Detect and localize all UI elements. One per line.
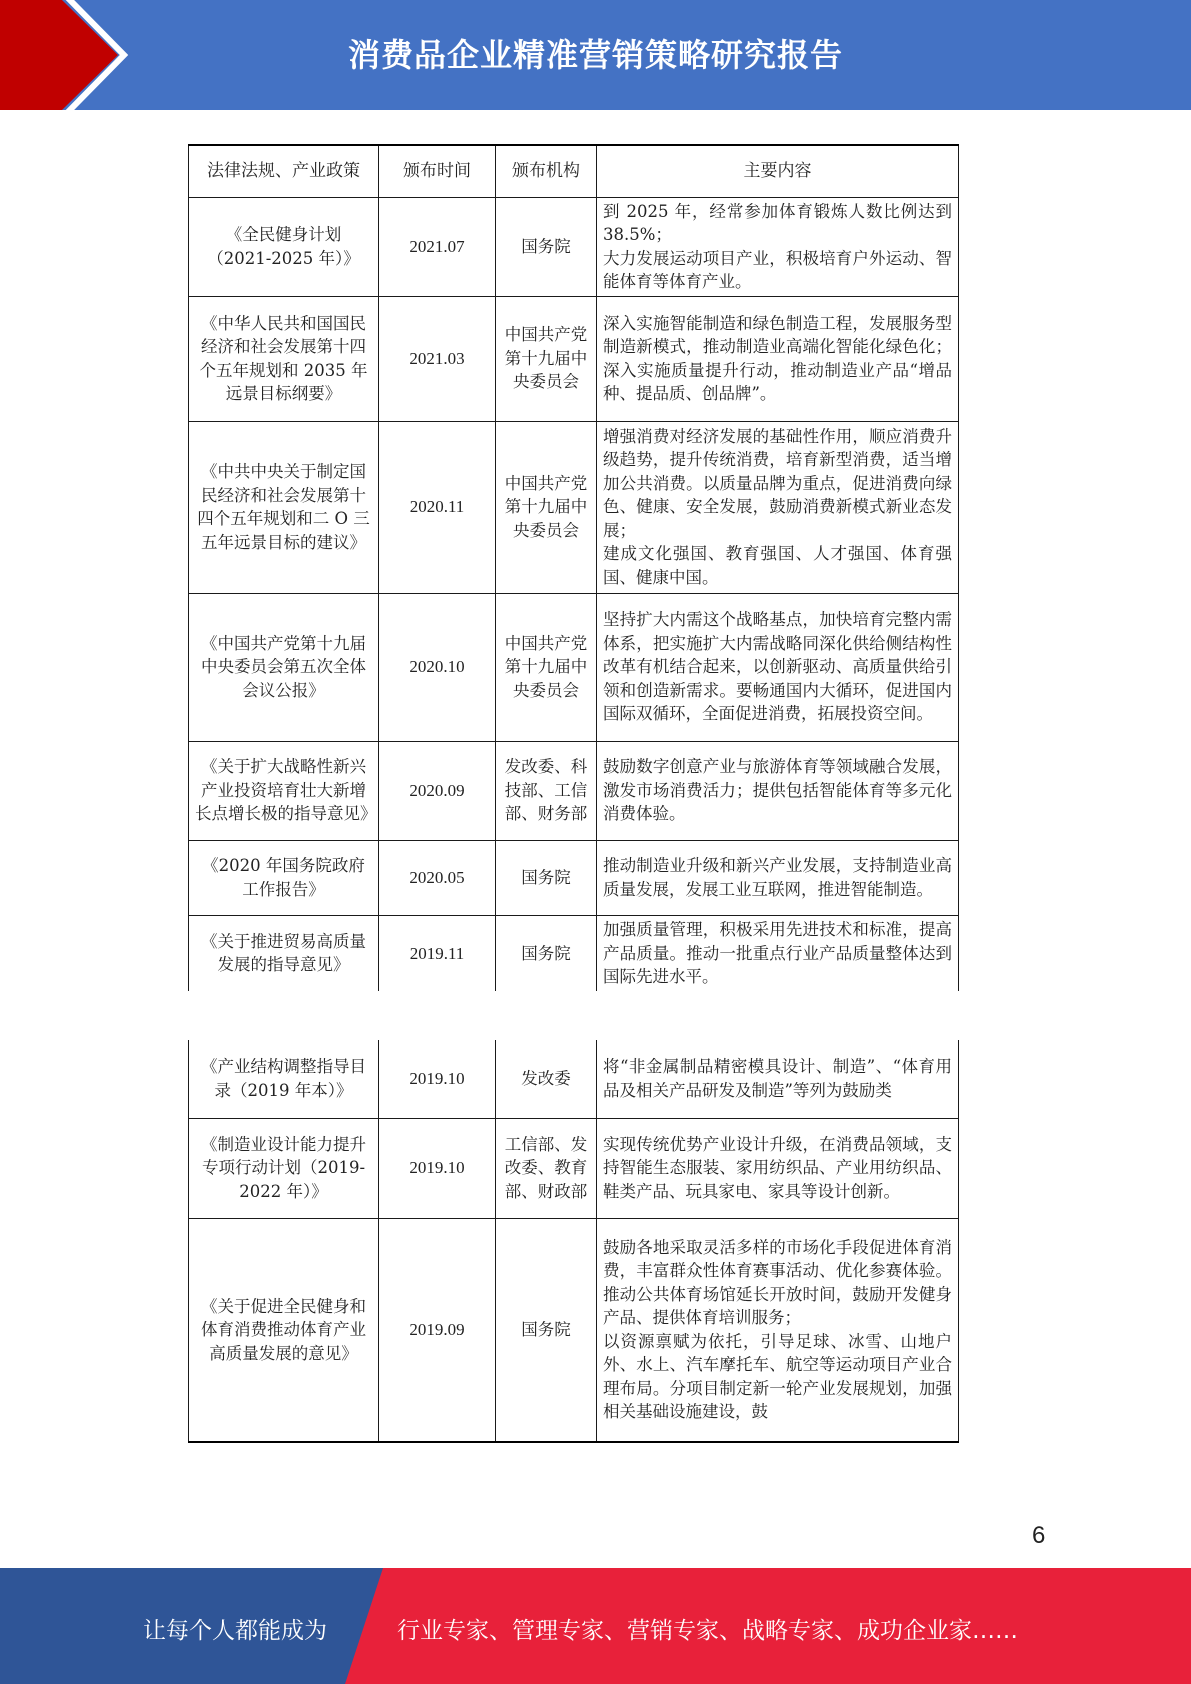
policy-date: 2020.05 (379, 840, 496, 915)
policy-name: 《制造业设计能力提升专项行动计划（2019-2022 年）》 (189, 1118, 379, 1218)
policy-org: 国务院 (496, 1218, 597, 1442)
policy-org: 国务院 (496, 840, 597, 915)
policy-content: 实现传统优势产业设计升级，在消费品领域，支持智能生态服装、家用纺织品、产业用纺织品、鞋类产品、玩具家电、家具等设计创新。 (597, 1118, 959, 1218)
policy-name: 《关于推进贸易高质量发展的指导意见》 (189, 915, 379, 991)
policy-org: 发改委 (496, 1040, 597, 1118)
policy-name: 《全民健身计划（2021-2025 年）》 (189, 197, 379, 296)
policy-name: 《2020 年国务院政府工作报告》 (189, 840, 379, 915)
policy-date: 2019.10 (379, 1040, 496, 1118)
policy-content: 增强消费对经济发展的基础性作用，顺应消费升级趋势，提升传统消费，培育新型消费，适当增加公共消费。以质量品牌为重点，促进消费向绿色、健康、安全发展，鼓励消费新模式新业态发展； 建成文化强国、教育强国、人才强国、体育强国、健康中国。 (597, 421, 959, 593)
policy-date: 2019.10 (379, 1118, 496, 1218)
policy-date: 2019.09 (379, 1218, 496, 1442)
table-row (189, 915, 959, 991)
policy-content: 加强质量管理，积极采用先进技术和标准，提高产品质量。推动一批重点行业产品质量整体达到国际先进水平。 (597, 915, 959, 991)
policy-name: 《中国共产党第十九届中央委员会第五次全体会议公报》 (189, 593, 379, 741)
policy-org: 中国共产党第十九届中央委员会 (496, 296, 597, 421)
header-content: 主要内容 (597, 145, 959, 197)
policy-table (188, 144, 959, 991)
page-number: 6 (1032, 1522, 1046, 1549)
policy-content: 深入实施智能制造和绿色制造工程，发展服务型制造新模式，推动制造业高端化智能化绿色化；深入实施质量提升行动，推动制造业产品“增品种、提品质、创品牌”。 (597, 296, 959, 421)
table-row (189, 296, 959, 421)
policy-name: 《产业结构调整指导目录（2019 年本）》 (189, 1040, 379, 1118)
policy-org: 工信部、发改委、教育部、财政部 (496, 1118, 597, 1218)
header-policy-name: 法律法规、产业政策 (189, 145, 379, 197)
table-row (189, 593, 959, 741)
policy-content: 推动制造业升级和新兴产业发展，支持制造业高质量发展，发展工业互联网，推进智能制造。 (597, 840, 959, 915)
footer-right-text: 行业专家、管理专家、营销专家、战略专家、成功企业家…… (397, 1618, 1018, 1644)
policy-content: 坚持扩大内需这个战略基点，加快培育完整内需体系，把实施扩大内需战略同深化供给侧结构性改革有机结合起来，以创新驱动、高质量供给引领和创造新需求。要畅通国内大循环，促进国内国际双循环，全面促进消费，拓展投资空间。 (597, 593, 959, 741)
header-date: 颁布时间 (379, 145, 496, 197)
table-row (189, 1118, 959, 1218)
policy-content: 鼓励各地采取灵活多样的市场化手段促进体育消费，丰富群众性体育赛事活动、优化参赛体验。推动公共体育场馆延长开放时间，鼓励开发健身产品、提供体育培训服务； 以资源禀赋为依托，引导足球、冰雪、山地户外、水上、汽车摩托车、航空等运动项目产业合理布局。分项目制定新一轮产业发展规划，加强相关基础设施建设，鼓 (597, 1218, 959, 1442)
policy-org: 中国共产党第十九届中央委员会 (496, 421, 597, 593)
policy-org: 国务院 (496, 915, 597, 991)
policy-date: 2020.09 (379, 741, 496, 840)
table-row (189, 1040, 959, 1118)
policy-date: 2021.07 (379, 197, 496, 296)
table-header-row (189, 145, 959, 197)
policy-content: 将“非金属制品精密模具设计、制造”、“体育用品及相关产品研发及制造”等列为鼓励类 (597, 1040, 959, 1118)
table-row (189, 840, 959, 915)
policy-name: 《中共中央关于制定国民经济和社会发展第十四个五年规划和二 O 三五年远景目标的建议》 (189, 421, 379, 593)
policy-date: 2021.03 (379, 296, 496, 421)
policy-org: 发改委、科技部、工信部、财务部 (496, 741, 597, 840)
policy-content: 鼓励数字创意产业与旅游体育等领域融合发展，激发市场消费活力；提供包括智能体育等多元化消费体验。 (597, 741, 959, 840)
policy-table-continued (188, 1040, 959, 1443)
table-row (189, 1218, 959, 1442)
page-header (0, 0, 1191, 110)
table-row (189, 741, 959, 840)
header-org: 颁布机构 (496, 145, 597, 197)
table-row (189, 421, 959, 593)
table-row (189, 197, 959, 296)
page-footer (0, 1568, 1191, 1684)
policy-name: 《关于促进全民健身和体育消费推动体育产业高质量发展的意见》 (189, 1218, 379, 1442)
policy-date: 2020.11 (379, 421, 496, 593)
policy-name: 《中华人民共和国国民经济和社会发展第十四个五年规划和 2035 年远景目标纲要》 (189, 296, 379, 421)
page-title: 消费品企业精准营销策略研究报告 (347, 36, 843, 74)
policy-org: 中国共产党第十九届中央委员会 (496, 593, 597, 741)
policy-date: 2019.11 (379, 915, 496, 991)
footer-left-text: 让每个人都能成为 (143, 1618, 327, 1644)
policy-name: 《关于扩大战略性新兴产业投资培育壮大新增长点增长极的指导意见》 (189, 741, 379, 840)
policy-date: 2020.10 (379, 593, 496, 741)
policy-content: 到 2025 年，经常参加体育锻炼人数比例达到 38.5%； 大力发展运动项目产业，积极培育户外运动、智能体育等体育产业。 (597, 197, 959, 296)
policy-org: 国务院 (496, 197, 597, 296)
